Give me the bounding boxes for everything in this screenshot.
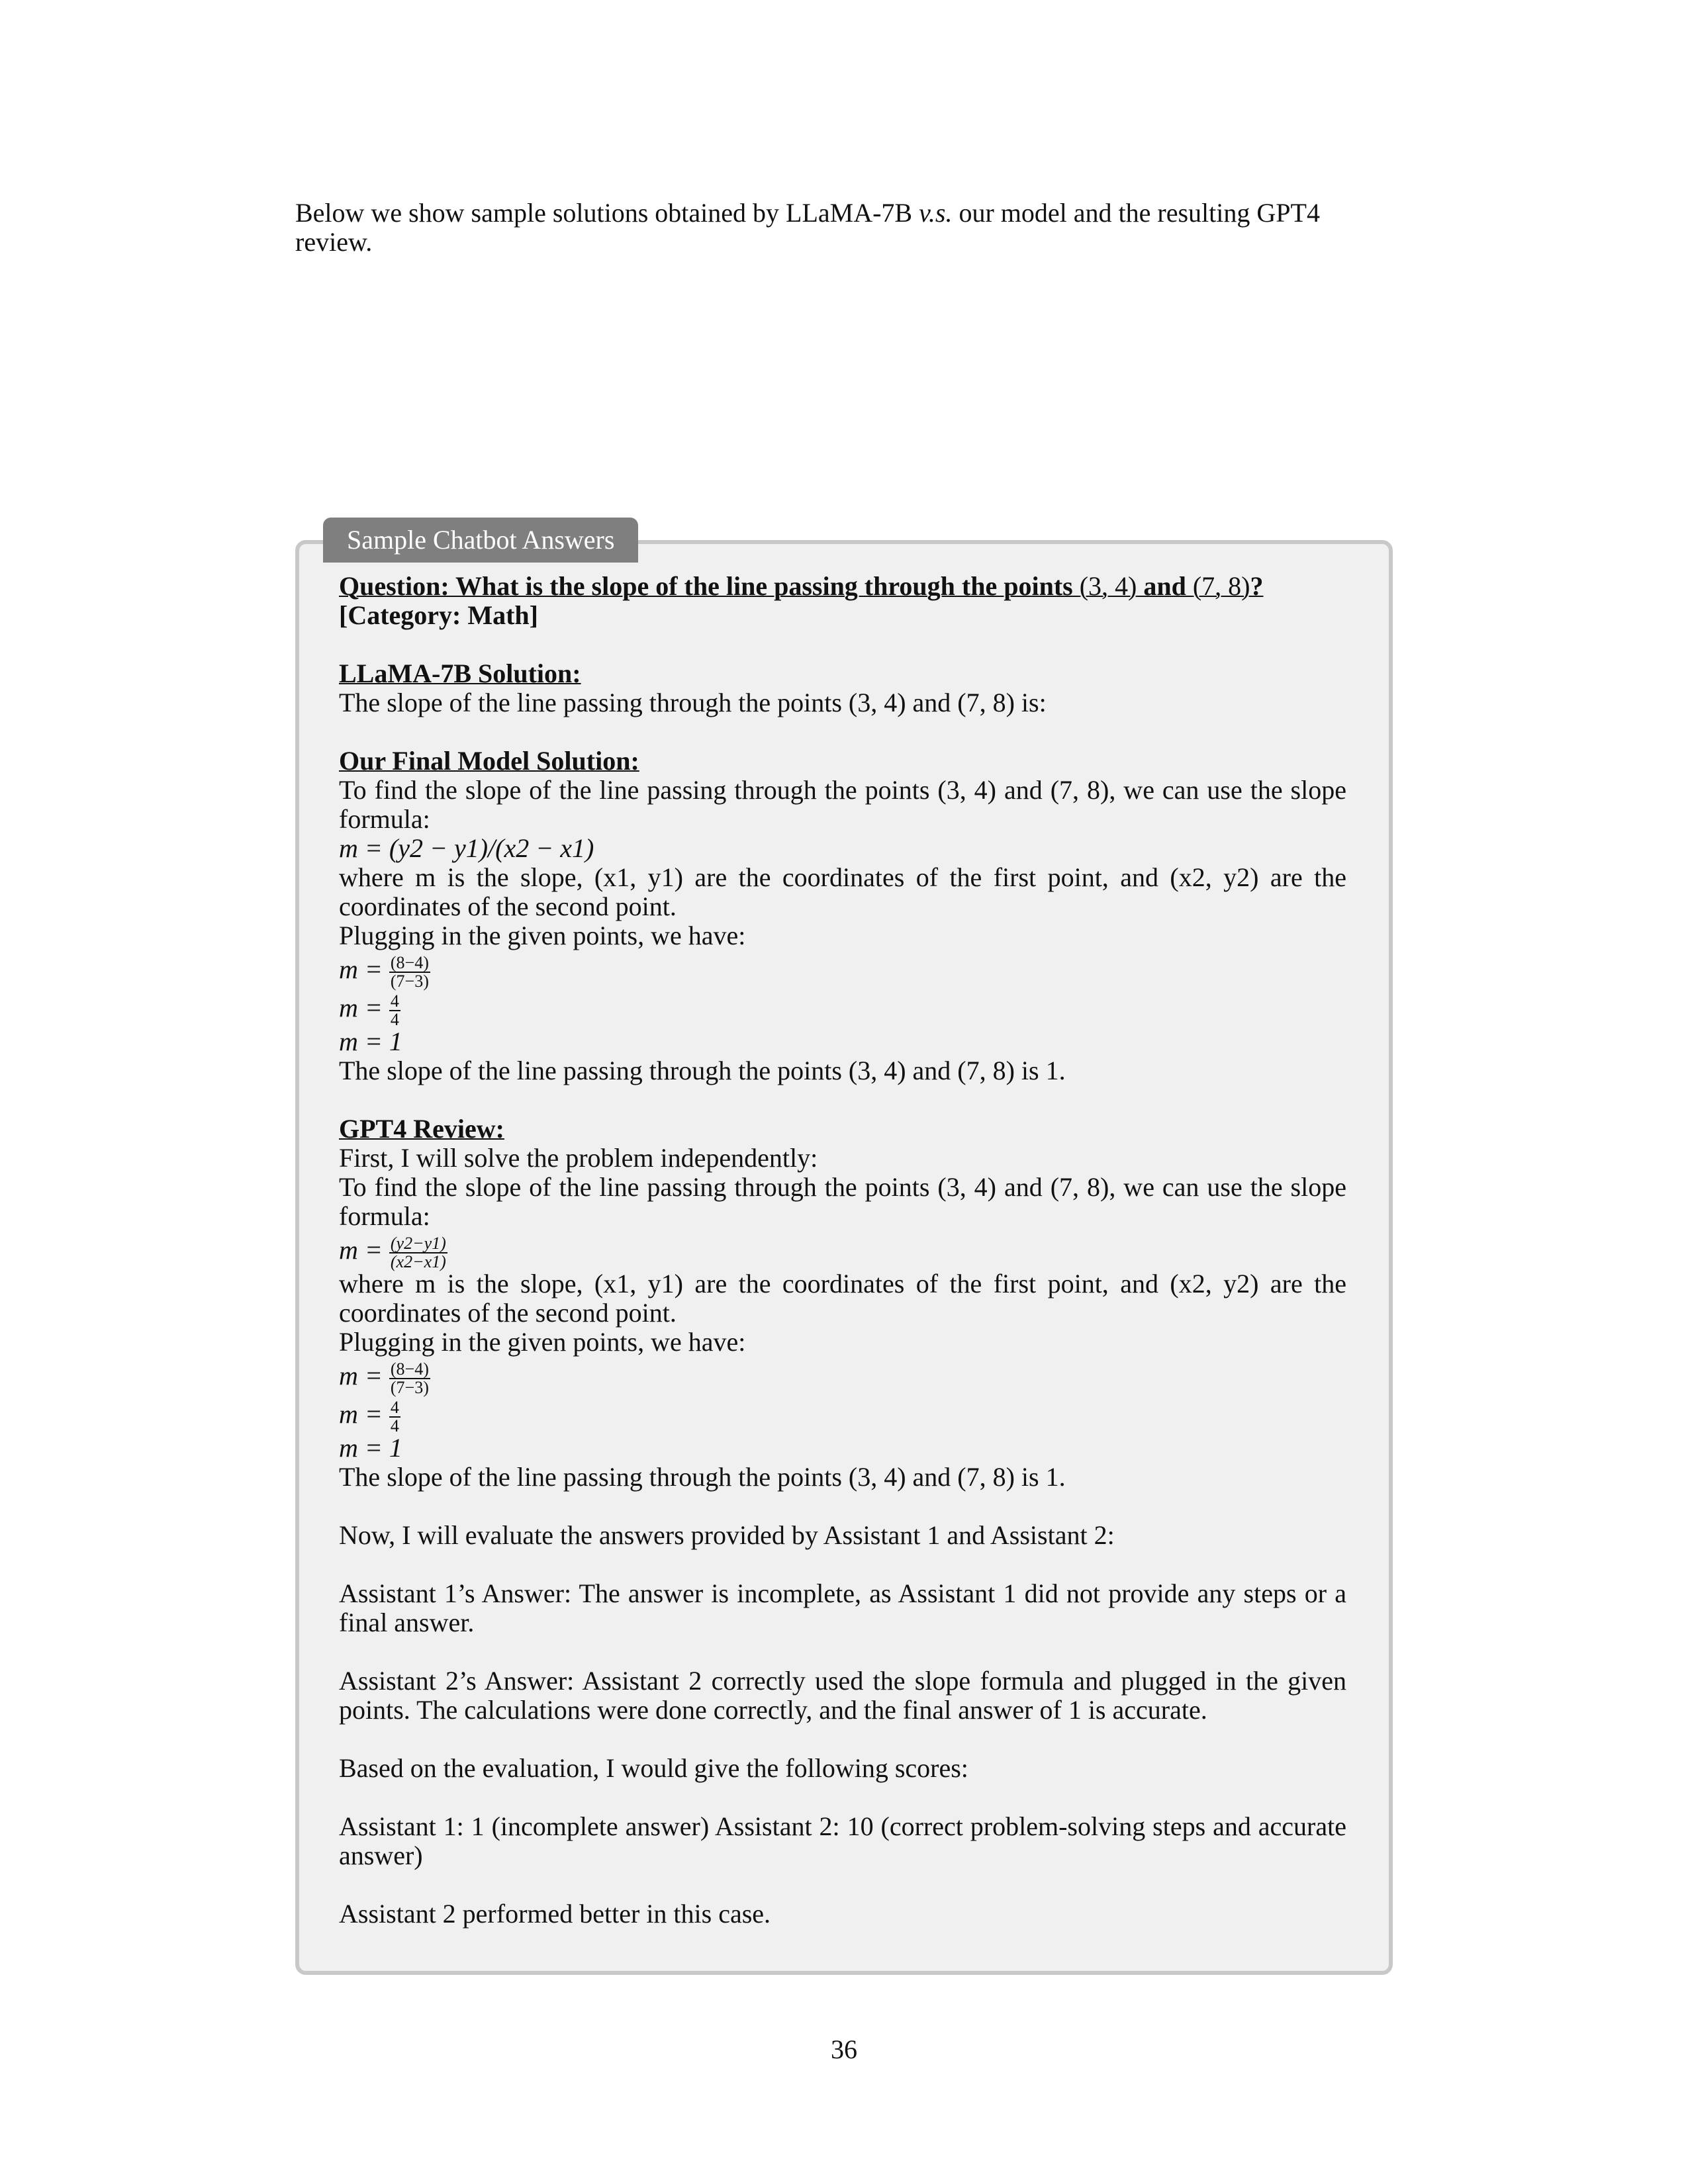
- box-title-tab: Sample Chatbot Answers: [323, 518, 638, 563]
- ours-step2-lhs: m =: [339, 993, 383, 1023]
- review-first: First, I will solve the problem independently:: [339, 1143, 818, 1173]
- ours-step1-denominator: (7−3): [390, 971, 429, 991]
- intro-text-before: Below we show sample solutions obtained by LLaMA-7B: [295, 198, 919, 228]
- ours-plugging: Plugging in the given points, we have:: [339, 921, 746, 950]
- review-based: Based on the evaluation, I would give the following scores:: [339, 1753, 968, 1783]
- review-plugging: Plugging in the given points, we have:: [339, 1327, 746, 1357]
- review-scores: Assistant 1: 1 (incomplete answer) Assistant 2: 10 (correct problem-solving steps and accurate answer): [339, 1811, 1346, 1870]
- ours-step1-lhs: m =: [339, 954, 383, 984]
- chatbot-answers-box: [295, 540, 1393, 1975]
- ours-step3: m = 1: [339, 1026, 402, 1056]
- review-formula: [339, 1231, 1346, 1269]
- review-where: where m is the slope, (x1, y1) are the coordinates of the first point, and (x2, y2) are the coordinates of the second point.: [339, 1269, 1346, 1328]
- question-point-2: (7, 8): [1192, 571, 1250, 601]
- review-formula-numerator: (y2−y1): [390, 1233, 446, 1253]
- review-final: Assistant 2 performed better in this case.: [339, 1899, 771, 1929]
- ours-conclusion: The slope of the line passing through the points (3, 4) and (7, 8) is 1.: [339, 1056, 1066, 1085]
- llama-text: The slope of the line passing through the points (3, 4) and (7, 8) is:: [339, 688, 1047, 717]
- review-step1: [339, 1357, 1346, 1395]
- review-evaluate: Now, I will evaluate the answers provided by Assistant 1 and Assistant 2:: [339, 1520, 1115, 1550]
- ours-step1-fraction: [389, 954, 430, 990]
- ours-step1: [339, 950, 1346, 989]
- review-step1-lhs: m =: [339, 1361, 383, 1390]
- page-number: 36: [831, 2034, 857, 2064]
- question-text: Question: What is the slope of the line passing through the points: [339, 571, 1080, 601]
- ours-formula: m = (y2 − y1)/(x2 − x1): [339, 833, 594, 863]
- intro-paragraph: [295, 199, 1394, 257]
- question-and: and: [1137, 571, 1193, 601]
- ours-step2-denominator: 4: [390, 1009, 399, 1029]
- review-formula-lhs: m =: [339, 1235, 383, 1265]
- question: [339, 572, 1346, 630]
- question-category: [Category: Math]: [339, 600, 538, 630]
- review-conclusion: The slope of the line passing through the points (3, 4) and (7, 8) is 1.: [339, 1462, 1066, 1492]
- question-point-1: (3, 4): [1079, 571, 1137, 601]
- review-step2: [339, 1395, 1346, 1433]
- question-mark: ?: [1250, 571, 1264, 601]
- llama-heading: LLaMA-7B Solution:: [339, 659, 581, 688]
- ours-step2: [339, 989, 1346, 1027]
- intro-vs: v.s.: [919, 198, 953, 228]
- review-formula-denominator: (x2−x1): [390, 1251, 446, 1271]
- review-intro: To find the slope of the line passing through the points (3, 4) and (7, 8), we can use the slope formula:: [339, 1172, 1346, 1231]
- ours-heading: Our Final Model Solution:: [339, 746, 639, 776]
- review-heading: GPT4 Review:: [339, 1114, 504, 1144]
- review-step2-fraction: [389, 1399, 400, 1435]
- review-step1-denominator: (7−3): [390, 1377, 429, 1397]
- review-step2-lhs: m =: [339, 1399, 383, 1429]
- review-assistant2-answer: Assistant 2’s Answer: Assistant 2 correctly used the slope formula and plugged in the given points. The calculations were done correctly, and the final answer of 1 is accurate.: [339, 1666, 1346, 1725]
- ours-step2-fraction: [389, 993, 400, 1028]
- ours-where: where m is the slope, (x1, y1) are the coordinates of the first point, and (x2, y2) are the coordinates of the second point.: [339, 862, 1346, 921]
- review-step3: m = 1: [339, 1433, 402, 1463]
- ours-step2-numerator: 4: [390, 991, 399, 1011]
- intro-text-after: our model and the resulting GPT4 review.: [295, 198, 1320, 257]
- ours-intro: To find the slope of the line passing through the points (3, 4) and (7, 8), we can use the slope formula:: [339, 775, 1346, 834]
- review-assistant1-answer: Assistant 1’s Answer: The answer is incomplete, as Assistant 1 did not provide any steps or a final answer.: [339, 1578, 1346, 1637]
- review-step1-fraction: [389, 1361, 430, 1396]
- review-formula-fraction: [389, 1235, 447, 1271]
- ours-step1-numerator: (8−4): [390, 952, 429, 972]
- review-step2-numerator: 4: [390, 1397, 399, 1417]
- review-step1-numerator: (8−4): [390, 1359, 429, 1379]
- review-step2-denominator: 4: [390, 1416, 399, 1435]
- box-content: [339, 572, 1346, 1929]
